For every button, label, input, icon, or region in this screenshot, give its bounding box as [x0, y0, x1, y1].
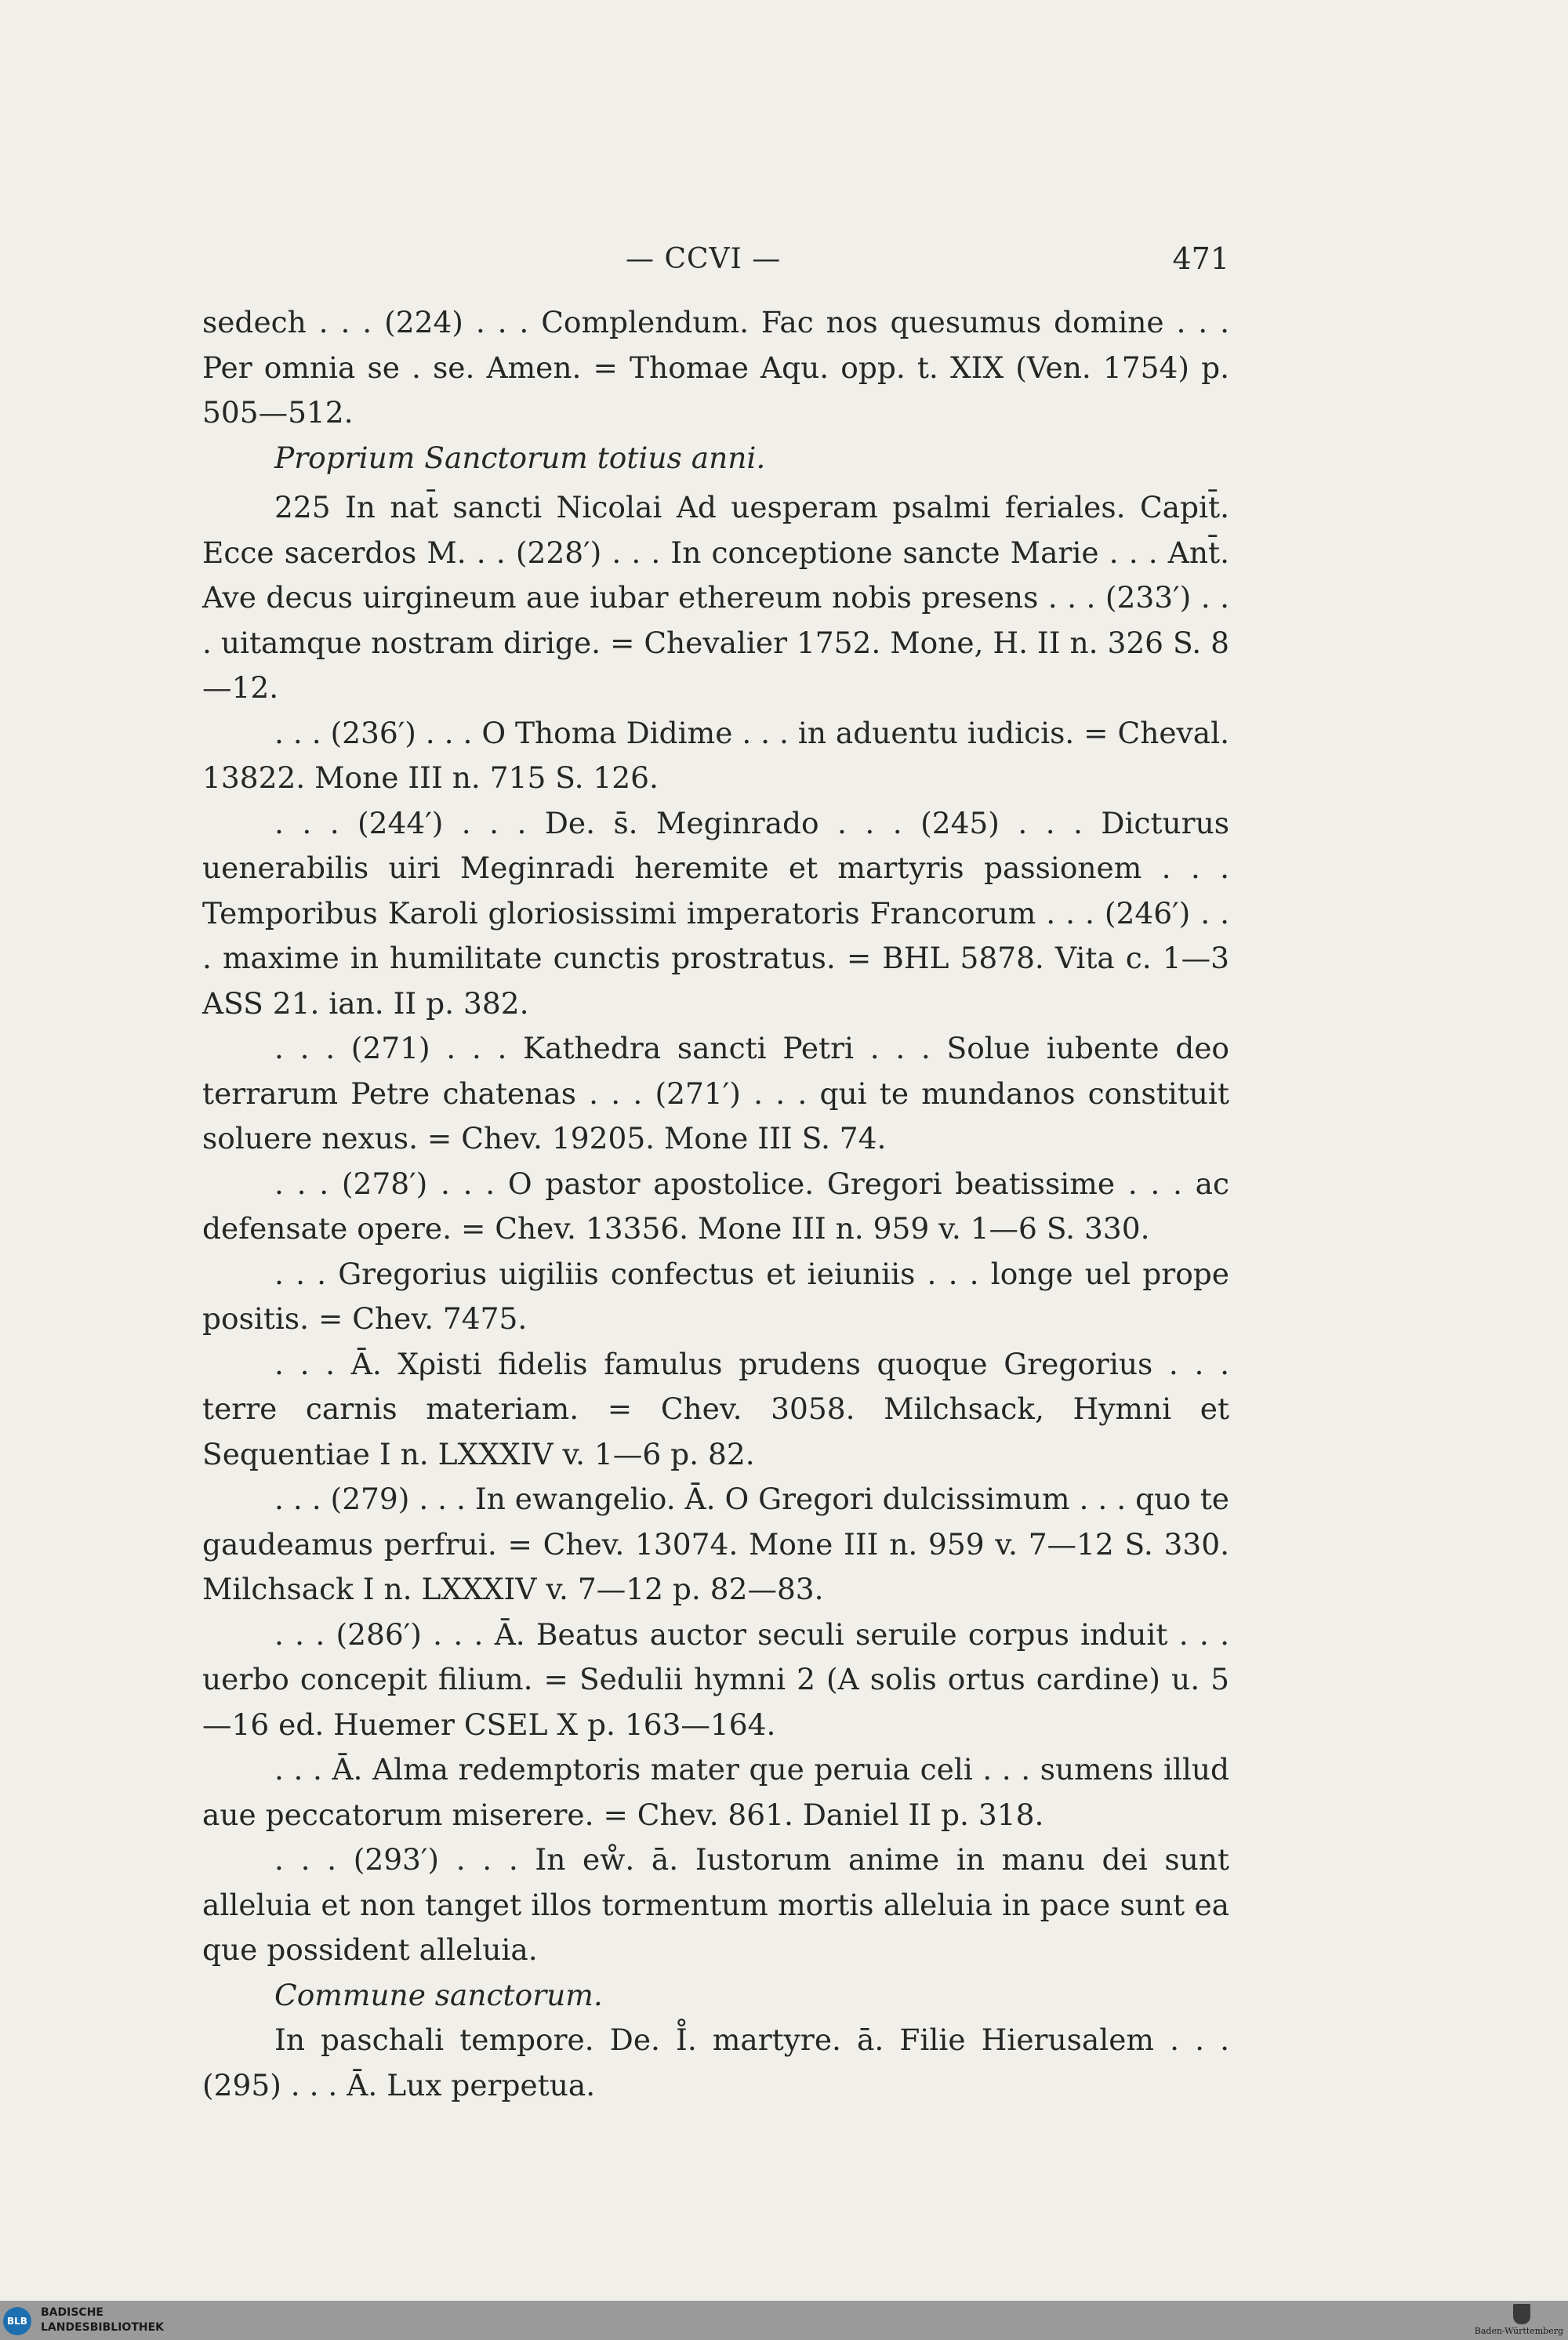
running-head: [202, 235, 1229, 282]
paragraph: . . . (278′) . . . O pastor apostolice. Gregori beatissime . . . ac defensate opere. = Chev. 13356. Mone III n. 959 v. 1—6 S. 330.: [202, 1166, 1229, 1246]
running-head-title: — CCVI —: [626, 243, 782, 275]
library-name-line2: LANDESBIBLIOTHEK: [41, 2321, 165, 2334]
paragraph: 225 In nat̄ sancti Nicolai Ad uesperam psalmi feriales. Capit̄. Ecce sacerdos M. . . (228′) . . . In conceptione sancte Marie . . . Ant̄. Ave decus uirgineum aue iubar ethereum nobis presens . . . (233′) . . . uitamque nostram dirige. = Chevalier 1752. Mone, H. II n. 326 S. 8—12.: [202, 490, 1230, 705]
paragraph: . . . (286′) . . . Ā. Beatus auctor seculi seruile corpus induit . . . uerbo concepit filium. = Sedulii hymni 2 (A solis ortus cardine) u. 5 —16 ed. Huemer CSEL X p. 163—164.: [202, 1616, 1229, 1742]
library-name: [41, 2306, 276, 2335]
paragraph: . . . (271) . . . Kathedra sancti Petri . . . Solue iubente deo terrarum Petre chatenas . . . (271′) . . . qui te mundanos constituit soluere nexus. = Chev. 19205. Mone III S. 74.: [202, 1031, 1229, 1155]
state-crest-icon: [1513, 2304, 1530, 2324]
paragraph: In paschali tempore. De. I̊. martyre. ā. Filie Hierusalem . . . (295) . . . Ā. Lux perpetua.: [202, 2023, 1229, 2102]
body-text: [202, 300, 1229, 2108]
paragraph: . . . Ā. Alma redemptoris mater que peruia celi . . . sumens illud aue peccatorum miserere. = Chev. 861. Daniel II p. 318.: [202, 1752, 1229, 1832]
paragraph: sedech . . . (224) . . . Complendum. Fac nos quesumus domine . . . Per omnia se . se. Amen. = Thomae Aqu. opp. t. XIX (Ven. 1754) p. 505—512.: [202, 305, 1229, 430]
paragraph: . . . (244′) . . . De. s̄. Meginrado . . . (245) . . . Dicturus uenerabilis uiri Meginradi heremite et martyris passionem . . . Temporibus Karoli gloriosissimi imperatoris Francorum . . . (246′) . . . maxime in humilitate cunctis prostratus. = BHL 5878. Vita c. 1—3 ASS 21. ian. II p. 382.: [202, 805, 1229, 1021]
library-name-line1: BADISCHE: [41, 2306, 103, 2319]
paragraph: . . . (293′) . . . In eẘ. ā. Iustorum anime in manu dei sunt alleluia et non tanget illos tormentum mortis alleluia in pace sunt ea que possident alleluia.: [202, 1842, 1229, 1967]
state-name: Baden-Württemberg: [1474, 2326, 1563, 2336]
paragraph: . . . (279) . . . In ewangelio. Ā. O Gregori dulcissimum . . . quo te gaudeamus perfrui. = Chev. 13074. Mone III n. 959 v. 7—12 S. 330. Milchsack I n. LXXXIV v. 7—12 p. 82—83.: [202, 1482, 1229, 1606]
paragraph: . . . Gregorius uigiliis confectus et ieiuniis . . . longe uel prope positis. = Chev. 7475.: [202, 1256, 1229, 1336]
footer-bar: [0, 2301, 1568, 2340]
library-logo-icon: BLB: [3, 2307, 31, 2335]
paragraph: . . . Ā. Xρisti fidelis famulus prudens quoque Gregorius . . . terre carnis materiam. = Chev. 3058. Milchsack, Hymni et Sequentiae I n. LXXXIV v. 1—6 p. 82.: [202, 1346, 1229, 1471]
page-number: 471: [1172, 241, 1229, 276]
paragraph: . . . (236′) . . . O Thoma Didime . . . in aduentu iudicis. = Cheval. 13822. Mone III n. 715 S. 126.: [202, 715, 1229, 795]
section-heading: Commune sanctorum.: [274, 1977, 603, 2012]
section-heading: Proprium Sanctorum totius anni.: [274, 440, 766, 475]
